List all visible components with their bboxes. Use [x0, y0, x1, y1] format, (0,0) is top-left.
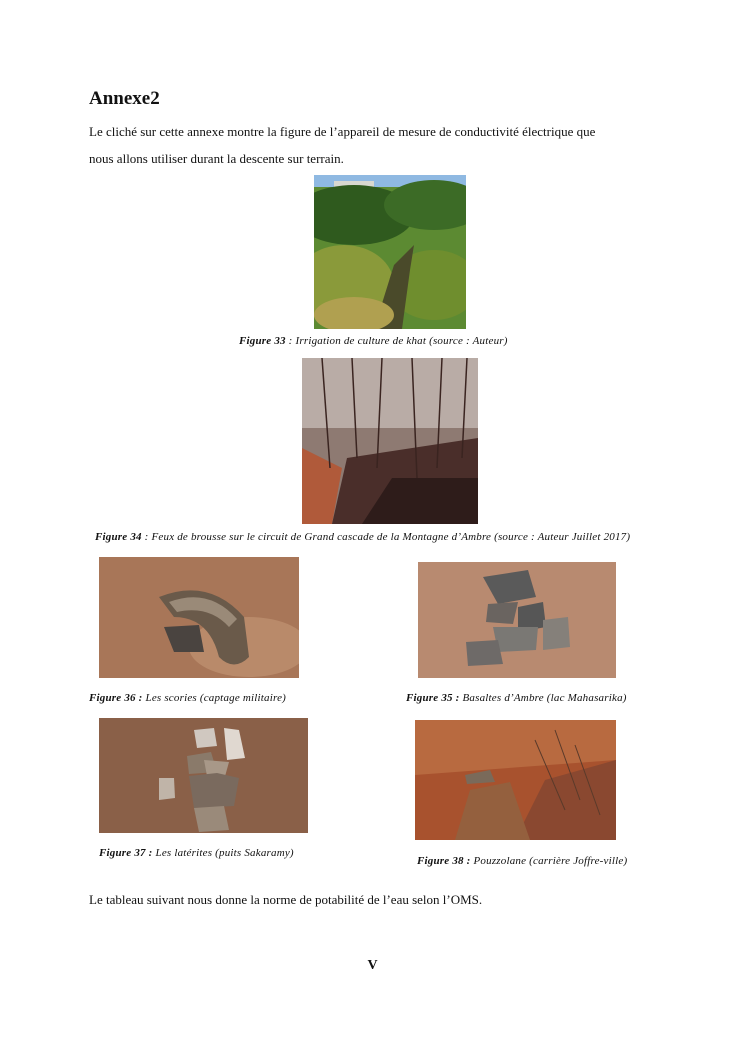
page-number: V [367, 958, 378, 973]
annex-title: Annexe2 [89, 88, 160, 109]
figure-37-caption: Figure 37 : Les latérites (puits Sakaramy) [99, 847, 294, 859]
figure-38-caption: Figure 38 : Pouzzolane (carrière Joffre-ville) [417, 855, 628, 867]
figure-34-caption: Figure 34 : Feux de brousse sur le circuit de Grand cascade de la Montagne d’Ambre (source : Auteur Juillet 2017) [95, 531, 631, 543]
figure-36-caption: Figure 36 : Les scories (captage militaire) [89, 692, 287, 704]
figure-35-photo [418, 562, 616, 678]
figure-33-photo [314, 175, 466, 329]
figure-35-caption: Figure 35 : Basaltes d’Ambre (lac Mahasarika) [406, 692, 627, 704]
figure-38-photo [415, 720, 616, 840]
intro-line-1: Le cliché sur cette annexe montre la figure de l’appareil de mesure de conductivité électrique que [89, 124, 596, 139]
figure-36-photo [99, 557, 299, 678]
closing-sentence: Le tableau suivant nous donne la norme de potabilité de l’eau selon l’OMS. [89, 892, 483, 907]
figure-37-photo [99, 718, 308, 833]
figure-34-photo [302, 358, 478, 524]
intro-line-2: nous allons utiliser durant la descente sur terrain. [89, 151, 344, 166]
figure-33-caption: Figure 33 : Irrigation de culture de khat (source : Auteur) [239, 335, 508, 347]
